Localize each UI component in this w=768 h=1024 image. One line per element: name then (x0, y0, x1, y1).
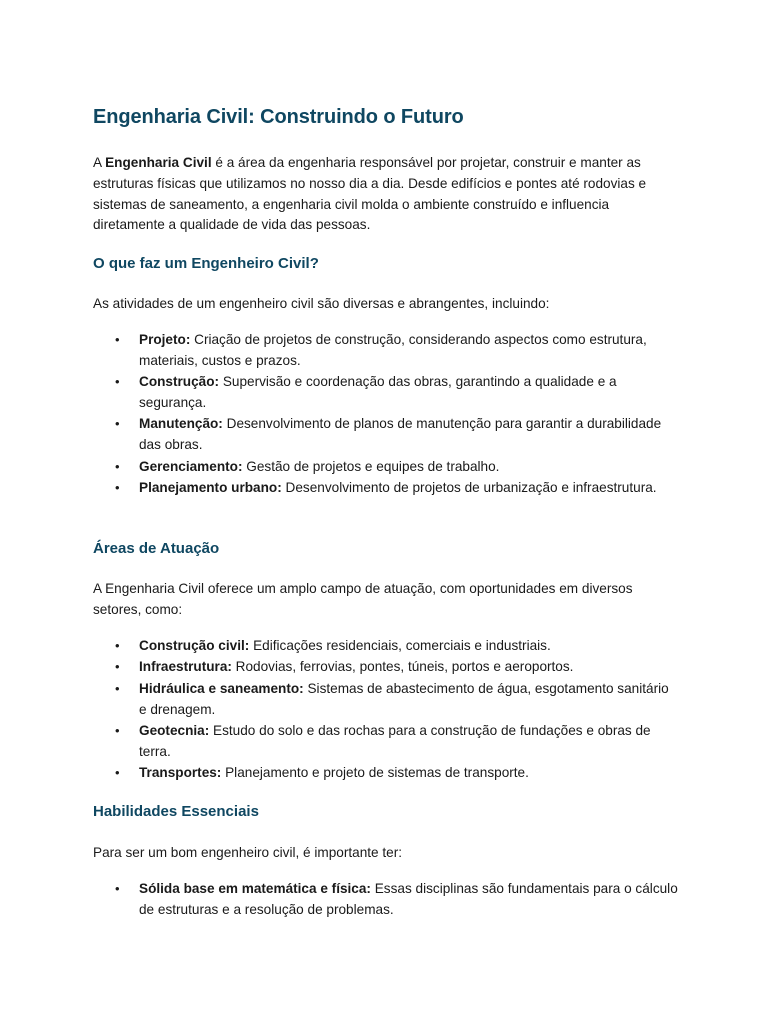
bullet-icon: • (115, 332, 120, 347)
skills-list (93, 879, 678, 921)
bullet-icon: • (115, 659, 120, 675)
section-lead-skills: Para ser um bom engenheiro civil, é importante ter: (93, 845, 403, 860)
item-term: Geotecnia: (139, 722, 210, 738)
item-term: Construção civil: (139, 638, 250, 653)
item-text: Estudo do solo e das rochas para a construção de fundações e obras de terra. (139, 722, 651, 759)
item-term: Sólida base em matemática e física: (139, 881, 371, 896)
item-text: Essas disciplinas são fundamentais para o cálculo de estruturas e a resolução de problemas. (139, 881, 678, 917)
item-term: Planejamento urbano: (139, 479, 282, 495)
bullet-icon: • (115, 416, 120, 432)
list-item (93, 457, 678, 478)
intro-bold: Engenharia Civil (105, 155, 212, 170)
intro-rest: é a área da engenharia responsável por projetar, construir e manter as estruturas físicas que utilizamos no nosso dia a dia. Desde edifícios e pontes até rodovias e sistemas de saneamento, a engenharia civil molda o ambiente construído e influencia diretamente a qualidade de vida das pessoas. (93, 155, 647, 233)
list-item (93, 636, 678, 657)
list-item (93, 330, 678, 372)
item-term: Infraestrutura: (139, 659, 232, 675)
bullet-icon: • (115, 458, 120, 474)
bullet-icon: • (115, 680, 120, 696)
item-text: Desenvolvimento de projetos de urbanização e infraestrutura. (281, 479, 657, 495)
bullet-icon: • (115, 765, 120, 781)
item-term: Projeto: (139, 332, 191, 347)
intro-paragraph (93, 153, 678, 236)
section-lead-areas: A Engenharia Civil oferece um amplo campo de atuação, com oportunidades em diversos setores, como: (93, 581, 633, 617)
item-text: Gestão de projetos e equipes de trabalho. (242, 458, 500, 474)
list-item (93, 478, 678, 499)
item-text: Sistemas de abastecimento de água, esgotamento sanitário e drenagem. (139, 680, 669, 717)
list-item (93, 879, 678, 921)
bullet-icon: • (115, 479, 120, 495)
bullet-icon: • (115, 374, 120, 390)
item-text: Supervisão e coordenação das obras, garantindo a qualidade e a segurança. (139, 374, 617, 410)
item-term: Gerenciamento: (139, 458, 243, 474)
list-item (93, 721, 678, 763)
item-term: Construção: (139, 374, 220, 390)
list-item (93, 657, 678, 678)
item-text: Desenvolvimento de planos de manutenção para garantir a durabilidade das obras. (139, 416, 662, 453)
item-text: Planejamento e projeto de sistemas de transporte. (221, 765, 529, 781)
list-item (93, 414, 678, 456)
item-term: Transportes: (139, 765, 222, 781)
intro-prefix: A (93, 155, 106, 170)
list-item (93, 763, 678, 784)
item-text: Criação de projetos de construção, considerando aspectos como estrutura, materiais, custos e prazos. (139, 332, 647, 368)
section-heading-skills: Habilidades Essenciais (93, 803, 259, 820)
section-heading-what-does: O que faz um Engenheiro Civil? (93, 255, 319, 272)
section-lead-what-does: As atividades de um engenheiro civil são diversas e abrangentes, incluindo: (93, 296, 550, 311)
item-term: Hidráulica e saneamento: (139, 680, 304, 696)
list-item (93, 679, 678, 721)
item-term: Manutenção: (139, 416, 223, 432)
item-text: Rodovias, ferrovias, pontes, túneis, portos e aeroportos. (231, 659, 574, 675)
bullet-icon: • (115, 638, 120, 653)
item-text: Edificações residenciais, comerciais e industriais. (249, 638, 551, 653)
bullet-icon: • (115, 881, 120, 896)
page-title: Engenharia Civil: Construindo o Futuro (93, 106, 464, 128)
list-item (93, 372, 678, 414)
section-heading-areas: Áreas de Atuação (93, 540, 220, 557)
activities-list (93, 330, 678, 499)
areas-list (93, 636, 678, 785)
bullet-icon: • (115, 722, 120, 738)
